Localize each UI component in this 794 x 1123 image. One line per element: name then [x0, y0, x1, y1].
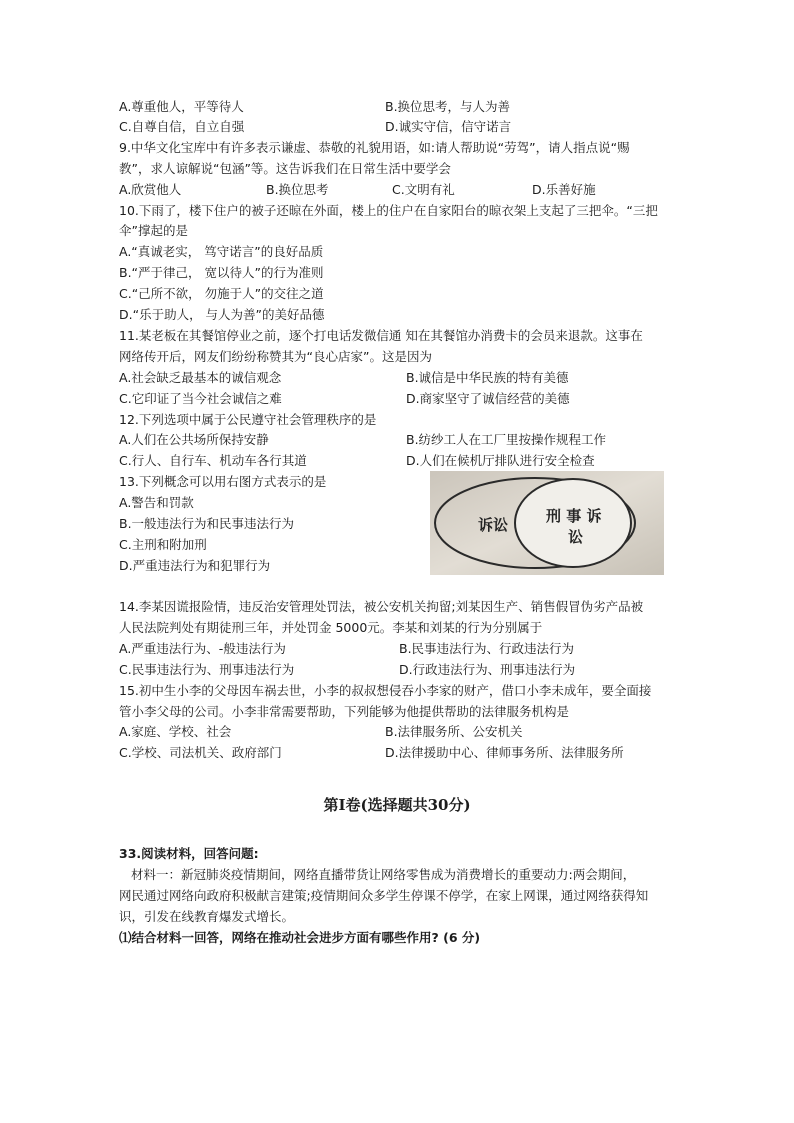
section-title: 第Ⅰ卷(选择题共30分): [323, 796, 471, 814]
q11-option-c: C.它印证了当今社会诚信之难: [119, 391, 282, 406]
q11-stem-line2: 网络传开后，网友们纷纷称赞其为“良心店家”。这是因为: [119, 349, 432, 364]
q33-material1-line3: 识，引发在线教育爆发式增长。: [119, 909, 295, 924]
q14-option-b: B.民事违法行为、行政违法行为: [399, 641, 575, 656]
q8-option-d: D.诚实守信，信守诺言: [385, 119, 512, 134]
q33-subquestion-1: ⑴结合材料一回答，网络在推动社会进步方面有哪些作用? (6 分): [119, 930, 481, 945]
q10-option-b: B.“严于律己， 宽以待人”的行为准则: [119, 265, 324, 280]
q9-option-d: D.乐善好施: [532, 182, 596, 197]
q15-stem-line2: 管小李父母的公司。小李非常需要帮助，下列能够为他提供帮助的法律服务机构是: [119, 704, 570, 719]
q12-option-a: A.人们在公共场所保持安静: [119, 432, 269, 447]
q33-material1-line1: 材料一：新冠肺炎疫情期间，网络直播带货让网络零售成为消费增长的重要动力:两会期间，: [131, 867, 636, 882]
q14-stem-line2: 人民法院判处有期徒刑三年，并处罚金 5000元。李某和刘某的行为分别属于: [119, 620, 543, 635]
q10-option-a: A.“真诚老实， 笃守诺言”的良好品质: [119, 244, 324, 259]
q15-stem-line1: 15.初中生小李的父母因车祸去世，小李的叔叔想侵吞小李家的财产，借口小李未成年，要全面接: [119, 683, 652, 698]
q13-stem: 13.下列概念可以用右图方式表示的是: [119, 474, 327, 489]
q8-option-b: B.换位思考，与人为善: [385, 99, 511, 114]
q10-option-c: C.“己所不欲， 勿施于人”的交往之道: [119, 286, 324, 301]
q8-option-c: C.自尊自信，自立自强: [119, 119, 245, 134]
q15-option-d: D.法律援助中心、律师事务所、法律服务所: [385, 745, 624, 760]
outer-label: 诉讼: [478, 516, 509, 534]
q15-option-b: B.法律服务所、公安机关: [385, 724, 523, 739]
q13-option-b: B.一般违法行为和民事违法行为: [119, 516, 295, 531]
q12-option-d: D.人们在候机厅排队进行安全检查: [406, 453, 595, 468]
q11-stem-line1: 11.某老板在其餐馆停业之前，逐个打电话发微信通 知在其餐馆办消费卡的会员来退款。这事在: [119, 328, 643, 343]
q33-heading: 33.阅读材料，回答问题:: [119, 846, 259, 861]
q8-option-a: A.尊重他人，平等待人: [119, 99, 244, 114]
q14-option-d: D.行政违法行为、刑事违法行为: [399, 662, 576, 677]
q12-stem: 12.下列选项中属于公民遵守社会管理秩序的是: [119, 412, 377, 427]
q13-option-c: C.主刑和附加刑: [119, 537, 207, 552]
inner-label-line1: 刑 事 诉: [546, 507, 602, 525]
q9-stem-line1: 9.中华文化宝库中有许多表示谦虚、恭敬的礼貌用语，如:请人帮助说“劳驾”，请人指点说“赐: [119, 140, 630, 155]
q13-concept-diagram: [430, 471, 664, 575]
q13-option-a: A.警告和罚款: [119, 495, 194, 510]
q14-option-c: C.民事违法行为、刑事违法行为: [119, 662, 295, 677]
q10-stem-line2: 伞”撑起的是: [119, 223, 188, 238]
q14-stem-line1: 14.李某因谎报险情，违反治安管理处罚法，被公安机关拘留;刘某因生产、销售假冒伪劣产品被: [119, 599, 644, 614]
q12-option-c: C.行人、自行车、机动车各行其道: [119, 453, 307, 468]
q11-option-b: B.诚信是中华民族的特有美德: [406, 370, 569, 385]
q9-stem-line2: 教”，求人谅解说“包涵”等。这告诉我们在日常生活中要学会: [119, 161, 451, 176]
q14-option-a: A.严重违法行为、-般违法行为: [119, 641, 286, 656]
q33-material1-line2: 网民通过网络向政府积极献言建策;疫情期间众多学生停课不停学，在家上网课，通过网络获得知: [119, 888, 649, 903]
q10-stem-line1: 10.下雨了，楼下住户的被子还晾在外面，楼上的住户在自家阳台的晾衣架上支起了三把伞。“三把: [119, 203, 658, 218]
q13-option-d: D.严重违法行为和犯罪行为: [119, 558, 271, 573]
q9-option-a: A.欣赏他人: [119, 182, 182, 197]
q10-option-d: D.“乐于助人， 与人为善”的美好品德: [119, 307, 325, 322]
q9-option-b: B.换位思考: [266, 182, 329, 197]
q11-option-d: D.商家坚守了诚信经营的美德: [406, 391, 570, 406]
q15-option-a: A.家庭、学校、社会: [119, 724, 232, 739]
q15-option-c: C.学校、司法机关、政府部门: [119, 745, 282, 760]
q11-option-a: A.社会缺乏最基本的诚信观念: [119, 370, 282, 385]
q12-option-b: B.纺纱工人在工厂里按操作规程工作: [406, 432, 607, 447]
inner-label-line2: 讼: [568, 528, 584, 546]
q9-option-c: C.文明有礼: [392, 182, 455, 197]
